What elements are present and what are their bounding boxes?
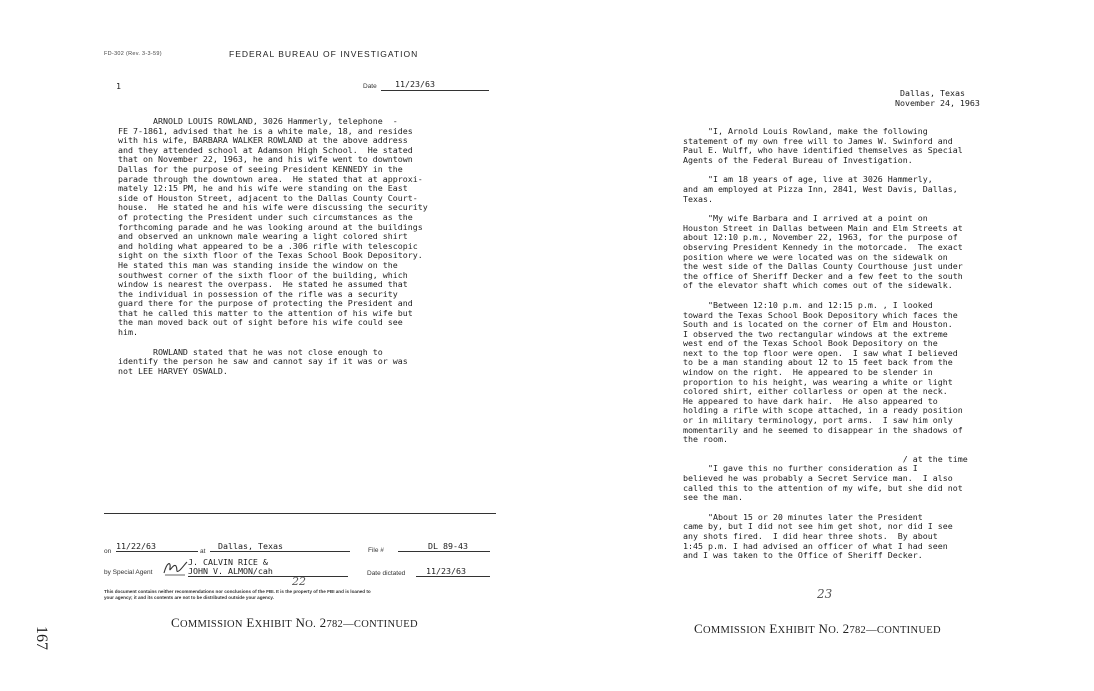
text-line: that he called this matter to the attention of his wife but xyxy=(118,307,413,318)
text-line: mately 12:15 PM, he and his wife were standing on the East xyxy=(118,183,408,194)
text-line: / at the time xyxy=(683,453,968,464)
text-line: and they attended school at Adamson High School. He stated xyxy=(118,144,413,155)
text-line: him. xyxy=(118,327,138,338)
text-line: position where we were located was on the sidewalk on xyxy=(683,251,948,262)
disclaimer-line-1: This document contains neither recommendations nor conclusions of the FBI. It is the property of the FBI and is loaned to xyxy=(104,589,371,594)
text-line: window on the right. He appeared to be slender in xyxy=(683,367,933,378)
at-label: at xyxy=(200,548,206,555)
right-body xyxy=(683,127,968,561)
text-line: Agents of the Federal Bureau of Investigation. xyxy=(683,154,913,165)
text-line: "About 15 or 20 minutes later the President xyxy=(683,511,923,522)
text-line: FE 7-1861, advised that he is a white male, 18, and resides xyxy=(118,125,413,136)
text-line: "Between 12:10 p.m. and 12:15 p.m. , I looked xyxy=(683,299,933,310)
text-line: believed he was probably a Secret Service man. I also xyxy=(683,473,953,483)
statement-paragraph xyxy=(683,301,968,445)
footer-rule xyxy=(104,513,496,514)
text-line: I observed the two rectangular windows at the extreme xyxy=(683,328,948,339)
statement-place: Dallas, Texas xyxy=(900,88,965,98)
text-line: came by, but I did not see him get shot, nor did I see xyxy=(683,521,953,532)
file-label: File # xyxy=(368,547,384,554)
text-line: 1:45 p.m. I had advised an officer of what I had seen xyxy=(683,540,948,551)
text-line: momentarily and he seemed to disappear in the shadows of xyxy=(683,424,963,435)
text-line: and am employed at Pizza Inn, 2841, West Davis, Dallas, xyxy=(683,183,958,194)
file-number: DL 89-43 xyxy=(398,541,490,552)
text-line: forthcoming parade and he was looking around at the buildings xyxy=(118,221,423,232)
text-line: "I gave this no further consideration as I xyxy=(683,463,918,474)
text-line: Dallas for the purpose of seeing President KENNEDY in the xyxy=(118,163,403,174)
text-line: the individual in possession of the rifle was a security xyxy=(118,288,398,299)
text-line: ROWLAND stated that he was not close enough to xyxy=(118,346,383,357)
right-handwritten-number: 23 xyxy=(817,587,833,601)
left-handwritten-number: 22 xyxy=(292,575,306,588)
statement-paragraph xyxy=(683,127,968,165)
text-line: to be a man standing about 12 to 15 feet back from the xyxy=(683,357,953,368)
on-date: 11/22/63 xyxy=(116,541,198,552)
text-line: or in military terminology, port arms. I saw him only xyxy=(683,415,953,426)
text-line: statement of my own free will to James W. Swinford and xyxy=(683,135,953,146)
text-line: identify the person he saw and cannot say if it was or was xyxy=(118,356,408,367)
text-line: "My wife Barbara and I arrived at a point on xyxy=(683,213,928,224)
text-line: and holding what appeared to be a .306 rifle with telescopic xyxy=(118,240,418,251)
text-line: parade through the downtown area. He stated that at approxi- xyxy=(118,173,423,184)
statement-date: November 24, 1963 xyxy=(895,98,980,108)
agent-signature-scrawl xyxy=(161,558,189,578)
text-line: not LEE HARVEY OSWALD. xyxy=(118,365,228,376)
text-line: observing President Kennedy in the motorcade. The exact xyxy=(683,241,963,252)
text-line: and observed an unknown male wearing a light colored shirt xyxy=(118,231,408,242)
text-line: the office of Sheriff Decker and a few feet to the south xyxy=(683,270,963,281)
statement-paragraph xyxy=(683,513,968,561)
text-line: ARNOLD LOUIS ROWLAND, 3026 Hammerly, telephone - xyxy=(118,116,398,126)
text-line: toward the Texas School Book Depository which faces the xyxy=(683,309,958,320)
text-line: the west side of the Dallas County Courthouse just under xyxy=(683,261,963,272)
text-line: house. He stated he and his wife were discussing the security xyxy=(118,202,428,213)
left-body-paragraph xyxy=(118,117,428,338)
text-line: the room. xyxy=(683,434,728,445)
left-body-paragraph xyxy=(118,348,428,377)
text-line: of protecting the President under such circumstances as the xyxy=(118,211,413,222)
text-line: see the man. xyxy=(683,492,743,503)
statement-paragraph xyxy=(683,214,968,291)
special-agent-label: by Special Agent xyxy=(104,569,153,576)
text-line: "I am 18 years of age, live at 3026 Hammerly, xyxy=(683,174,933,185)
left-exhibit-caption: COMMISSION EXHIBIT NO. 2782—CONTINUED xyxy=(171,615,418,630)
margin-page-number: 167 xyxy=(33,626,50,650)
text-line: west end of the Texas School Book Depository on the xyxy=(683,338,938,349)
left-page-number: 1 xyxy=(116,81,121,91)
form-code: FD-302 (Rev. 3-3-59) xyxy=(104,51,162,57)
text-line: the man moved back out of sight before his wife could see xyxy=(118,317,403,328)
text-line: Houston Street in Dallas between Main and Elm Streets at xyxy=(683,222,963,233)
text-line: next to the top floor were open. I saw what I believed xyxy=(683,347,958,358)
on-label: on xyxy=(104,548,112,555)
at-location: Dallas, Texas xyxy=(210,541,350,552)
dictated-date: 11/23/63 xyxy=(416,566,490,577)
text-line: Texas. xyxy=(683,193,713,204)
disclaimer-line-2: your agency; it and its contents are not to be distributed outside your agency. xyxy=(104,595,274,600)
text-line: guard there for the purpose of protecting the President and xyxy=(118,298,413,309)
text-line: window is nearest the overpass. He stated he assumed that xyxy=(118,279,408,290)
text-line: proportion to his height, was wearing a white or light xyxy=(683,376,953,387)
text-line: side of Houston Street, adjacent to the Dallas County Court- xyxy=(118,192,418,203)
text-line: He appeared to have dark hair. He also appeared to xyxy=(683,395,938,406)
text-line: southwest corner of the sixth floor of the building, which xyxy=(118,269,408,280)
dictated-label: Date dictated xyxy=(367,570,406,577)
text-line: about 12:10 p.m., November 22, 1963, for the purpose of xyxy=(683,232,958,243)
statement-paragraph xyxy=(683,175,968,204)
text-line: any shots fired. I did hear three shots. By about xyxy=(683,530,938,541)
left-body xyxy=(118,117,428,376)
text-line: South and is located on the corner of Elm and Houston. xyxy=(683,319,953,330)
text-line: sight on the sixth floor of the Texas School Book Depository. xyxy=(118,250,423,261)
statement-paragraph xyxy=(683,455,968,503)
text-line: colored shirt, either collarless or open at the neck. xyxy=(683,386,948,397)
agency-header: FEDERAL BUREAU OF INVESTIGATION xyxy=(229,49,419,59)
text-line: that on November 22, 1963, he and his wife went to downtown xyxy=(118,154,413,165)
date-value: 11/23/63 xyxy=(381,80,489,91)
text-line: holding a rifle with scope attached, in a ready position xyxy=(683,405,963,416)
right-exhibit-caption: COMMISSION EXHIBIT NO. 2782—CONTINUED xyxy=(694,621,941,636)
agents-line-1: J. CALVIN RICE & xyxy=(188,557,268,567)
agents-line-2: JOHN V. ALMON/cah xyxy=(188,566,348,577)
text-line: Paul E. Wulff, who have identified themselves as Special xyxy=(683,145,963,156)
date-label: Date xyxy=(363,83,377,90)
text-line: and I was taken to the Office of Sheriff Decker. xyxy=(683,550,923,561)
text-line: with his wife, BARBARA WALKER ROWLAND at the above address xyxy=(118,135,408,146)
text-line: of the elevator shaft which comes out of the sidewalk. xyxy=(683,280,953,291)
text-line: "I, Arnold Louis Rowland, make the following xyxy=(683,126,928,136)
text-line: He stated this man was standing inside the window on the xyxy=(118,259,398,270)
text-line: called this to the attention of my wife, but she did not xyxy=(683,482,963,493)
